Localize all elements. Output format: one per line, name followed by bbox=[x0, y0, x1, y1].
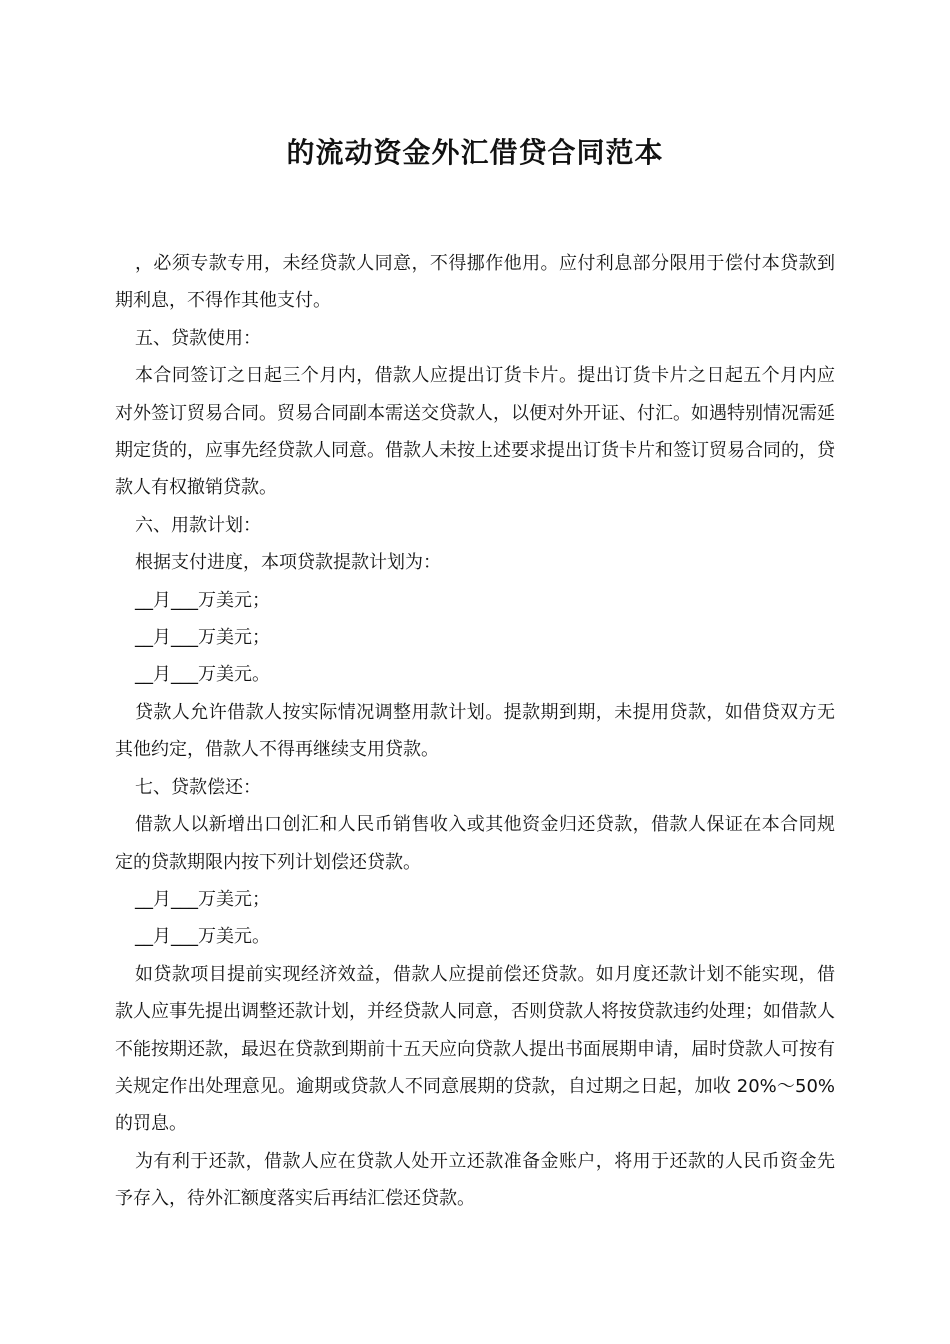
document-body bbox=[115, 245, 835, 1218]
paragraph-loan-use: 本合同签订之日起三个月内，借款人应提出订货卡片。提出订货卡片之日起五个月内应对外签订贸易合同。贸易合同副本需送交贷款人，以便对外开证、付汇。如遇特别情况需延期定货的，应事先经贷款人同意。借款人未按上述要求提出订货卡片和签订贸易合同的，贷款人有权撤销贷款。 bbox=[115, 365, 835, 499]
section-heading-drawdown-plan: 六、用款计划： bbox=[135, 514, 261, 536]
drawdown-line-1: __月___万美元； bbox=[135, 589, 270, 611]
section-heading-loan-use: 五、贷款使用： bbox=[135, 327, 261, 349]
paragraph-drawdown-adjustment: 贷款人允许借款人按实际情况调整用款计划。提款期到期，未提用贷款，如借贷双方无其他约定，借款人不得再继续支用贷款。 bbox=[115, 701, 835, 761]
paragraph-drawdown-intro: 根据支付进度，本项贷款提款计划为： bbox=[135, 552, 441, 574]
repayment-line-1: __月___万美元； bbox=[135, 888, 270, 910]
repayment-line-2: __月___万美元。 bbox=[135, 926, 270, 948]
paragraph-early-repayment: 如贷款项目提前实现经济效益，借款人应提前偿还贷款。如月度还款计划不能实现，借款人应事先提出调整还款计划，并经贷款人同意，否则贷款人将按贷款违约处理；如借款人不能按期还款，最迟在贷款到期前十五天应向贷款人提出书面展期申请，届时贷款人可按有关规定作出处理意见。逾期或贷款人不同意展期的贷款，自过期之日起，加收 20%～50%的罚息。 bbox=[115, 963, 835, 1135]
drawdown-line-2: __月___万美元； bbox=[135, 627, 270, 649]
document-title: 的流动资金外汇借贷合同范本 bbox=[286, 136, 664, 169]
section-heading-repayment: 七、贷款偿还： bbox=[135, 776, 261, 798]
paragraph-usage-restriction: ，必须专款专用，未经贷款人同意，不得挪作他用。应付利息部分限用于偿付本贷款到期利息，不得作其他支付。 bbox=[115, 253, 835, 312]
paragraph-reserve-account: 为有利于还款，借款人应在贷款人处开立还款准备金账户，将用于还款的人民币资金先予存入，待外汇额度落实后再结汇偿还贷款。 bbox=[115, 1150, 835, 1210]
paragraph-repayment-source: 借款人以新增出口创汇和人民币销售收入或其他资金归还贷款，借款人保证在本合同规定的贷款期限内按下列计划偿还贷款。 bbox=[115, 814, 835, 873]
drawdown-line-3: __月___万美元。 bbox=[135, 664, 270, 686]
